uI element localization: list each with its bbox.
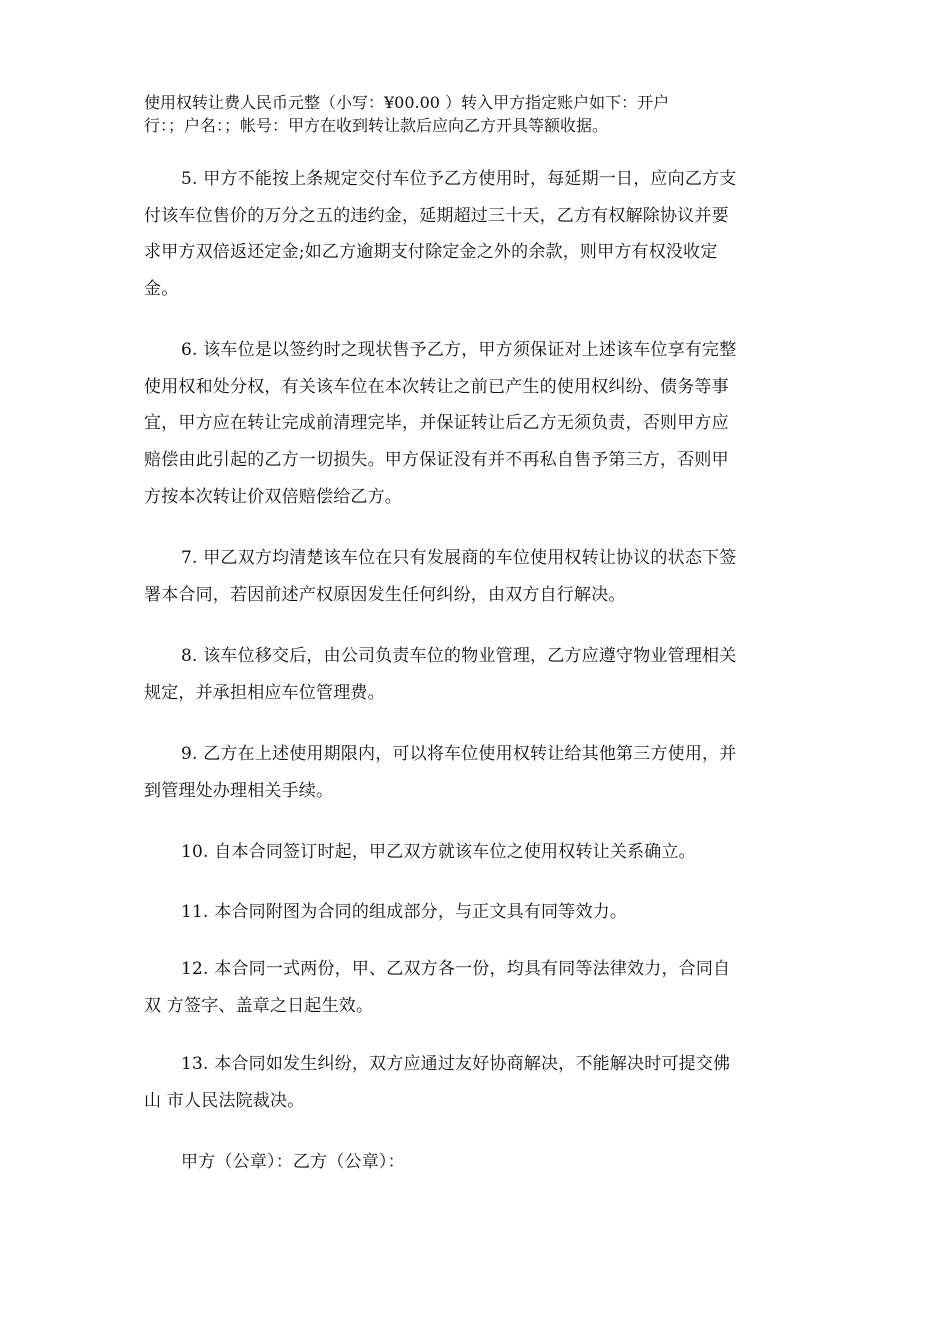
clause-12-line-2: 双 方签字、盖章之日起生效。 [144,996,374,1016]
clause-6-line-3: 宜，甲方应在转让完成前清理完毕，并保证转让后乙方无须负责，否则甲方应 [144,413,729,433]
clause-6-line-5: 方按本次转让价双倍赔偿给乙方。 [144,487,402,507]
clause-5-line-1: 5. 甲方不能按上条规定交付车位予乙方使用时，每延期一日，应向乙方支 [181,169,737,189]
clause-5-line-3: 求甲方双倍返还定金;如乙方逾期支付除定金之外的余款，则甲方有权没收定 [144,242,718,262]
clause-7-line-1: 7. 甲乙双方均清楚该车位在只有发展商的车位使用权转让协议的状态下签 [181,548,737,568]
clause-8-line-1: 8. 该车位移交后，由公司负责车位的物业管理，乙方应遵守物业管理相关 [181,646,737,666]
clause-6-line-2: 使用权和处分权，有关该车位在本次转让之前已产生的使用权纠纷、债务等事 [144,377,729,397]
clause-13-line-2: 山 市人民法院裁决。 [144,1091,305,1111]
clause-13-line-1: 13. 本合同如发生纠纷，双方应通过友好协商解决，不能解决时可提交佛 [181,1054,731,1074]
clause-10-line-1: 10. 自本合同签订时起，甲乙双方就该车位之使用权转让关系确立。 [181,842,696,862]
clause-9-line-2: 到管理处办理相关手续。 [144,781,334,801]
intro-line-2: 行：；户名：；帐号：甲方在收到转让款后应向乙方开具等额收据。 [144,116,609,135]
clause-12-line-1: 12. 本合同一式两份，甲、乙双方各一份，均具有同等法律效力，合同自 [181,959,731,979]
clause-5-line-2: 付该车位售价的万分之五的违约金，延期超过三十天，乙方有权解除协议并要 [144,206,729,226]
clause-9-line-1: 9. 乙方在上述使用期限内，可以将车位使用权转让给其他第三方使用，并 [181,744,737,764]
clause-5-line-4: 金。 [144,279,179,299]
clause-6-line-1: 6. 该车位是以签约时之现状售予乙方，甲方须保证对上述该车位享有完整 [181,340,737,360]
clause-11-line-1: 11. 本合同附图为合同的组成部分，与正文具有同等效力。 [181,902,628,922]
signature-line: 甲方（公章）：乙方（公章）： [181,1152,405,1172]
clause-8-line-2: 规定，并承担相应车位管理费。 [144,683,385,703]
clause-6-line-4: 赔偿由此引起的乙方一切损失。甲方保证没有并不再私自售予第三方，否则甲 [144,450,729,470]
intro-line-1: 使用权转让费人民币元整（小写：¥00.00 ）转入甲方指定账户如下：开户 [144,93,670,112]
clause-7-line-2: 署本合同，若因前述产权原因发生任何纠纷，由双方自行解决。 [144,585,626,605]
